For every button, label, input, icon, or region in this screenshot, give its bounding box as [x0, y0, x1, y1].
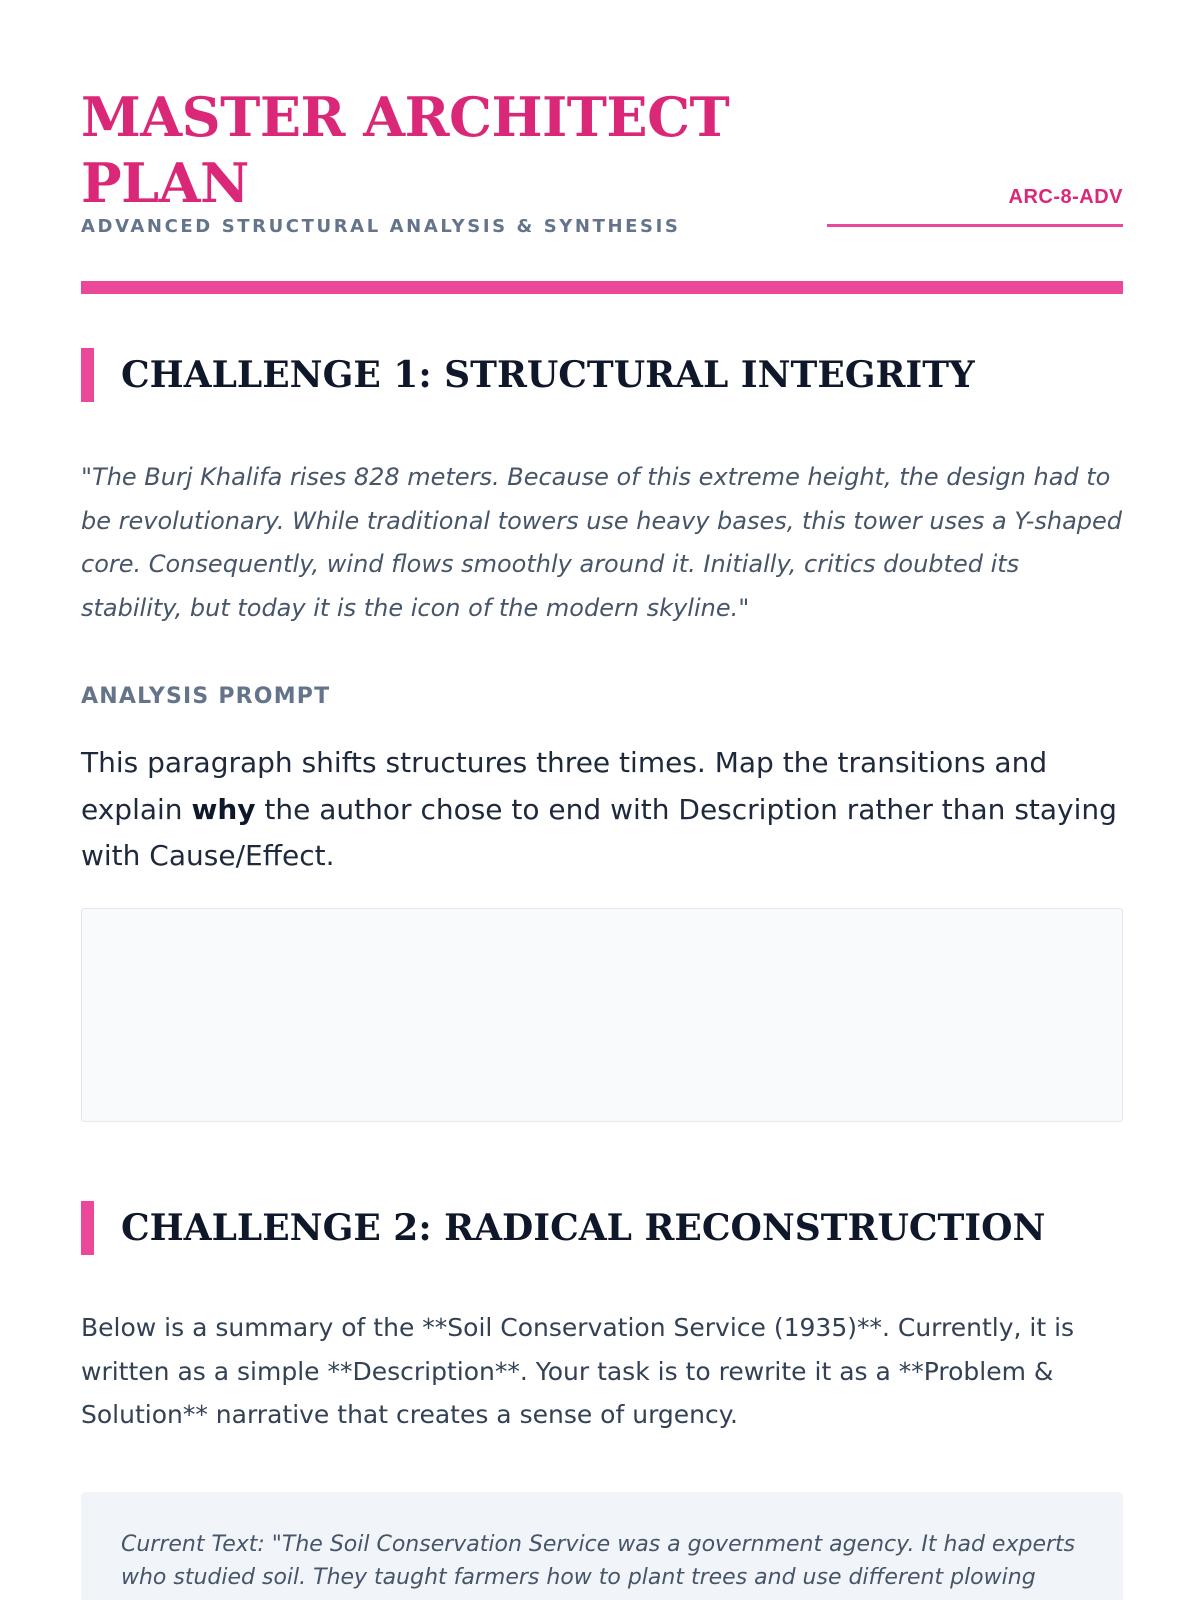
course-code: ARC-8-ADV [1008, 186, 1123, 208]
challenge-2-heading [81, 1201, 1123, 1255]
section-accent-bar [81, 1201, 94, 1255]
challenge-1-heading [81, 348, 1123, 402]
analysis-prompt-text [81, 740, 1123, 880]
burj-khalifa-quote: "The Burj Khalifa rises 828 meters. Because of this extreme height, the design had to be revolutionary. While traditional towers use heavy bases, this tower uses a Y-shaped core. Consequently, wind flows smoothly around it. Initially, critics doubted its stability, but today it is the icon of the modern skyline." [81, 463, 1123, 622]
prompt-text-end: the author chose to end with Description rather than staying with Cause/Effect. [81, 792, 1117, 872]
header-divider [81, 281, 1123, 294]
header [81, 84, 1123, 244]
page-title: MASTER ARCHITECT PLAN [81, 85, 730, 215]
answer-box[interactable] [81, 908, 1123, 1122]
current-text: Current Text: "The Soil Conservation Service was a government agency. It had experts who studied soil. They taught farmers how to plant trees and use different plowing [121, 1532, 1076, 1590]
prompt-text-start: This paragraph shifts structures three times. Map the transitions and explain [81, 746, 1048, 826]
page-subtitle: ADVANCED STRUCTURAL ANALYSIS & SYNTHESIS [81, 216, 681, 237]
challenge-1-title: CHALLENGE 1: STRUCTURAL INTEGRITY [121, 354, 975, 396]
prompt-text-emphasis: why [191, 792, 256, 826]
challenge-2-instructions: Below is a summary of the **Soil Conservation Service (1935)**. Currently, it is written as a simple **Description**. Your task is to rewrite it as a **Problem & Solution** narrative that creates a sense of urgency. [81, 1313, 1075, 1429]
analysis-prompt-label: ANALYSIS PROMPT [81, 684, 331, 709]
challenge-2-title: CHALLENGE 2: RADICAL RECONSTRUCTION [121, 1207, 1046, 1249]
course-code-box [827, 186, 1123, 227]
current-text-box [81, 1492, 1123, 1600]
section-accent-bar [81, 348, 94, 402]
